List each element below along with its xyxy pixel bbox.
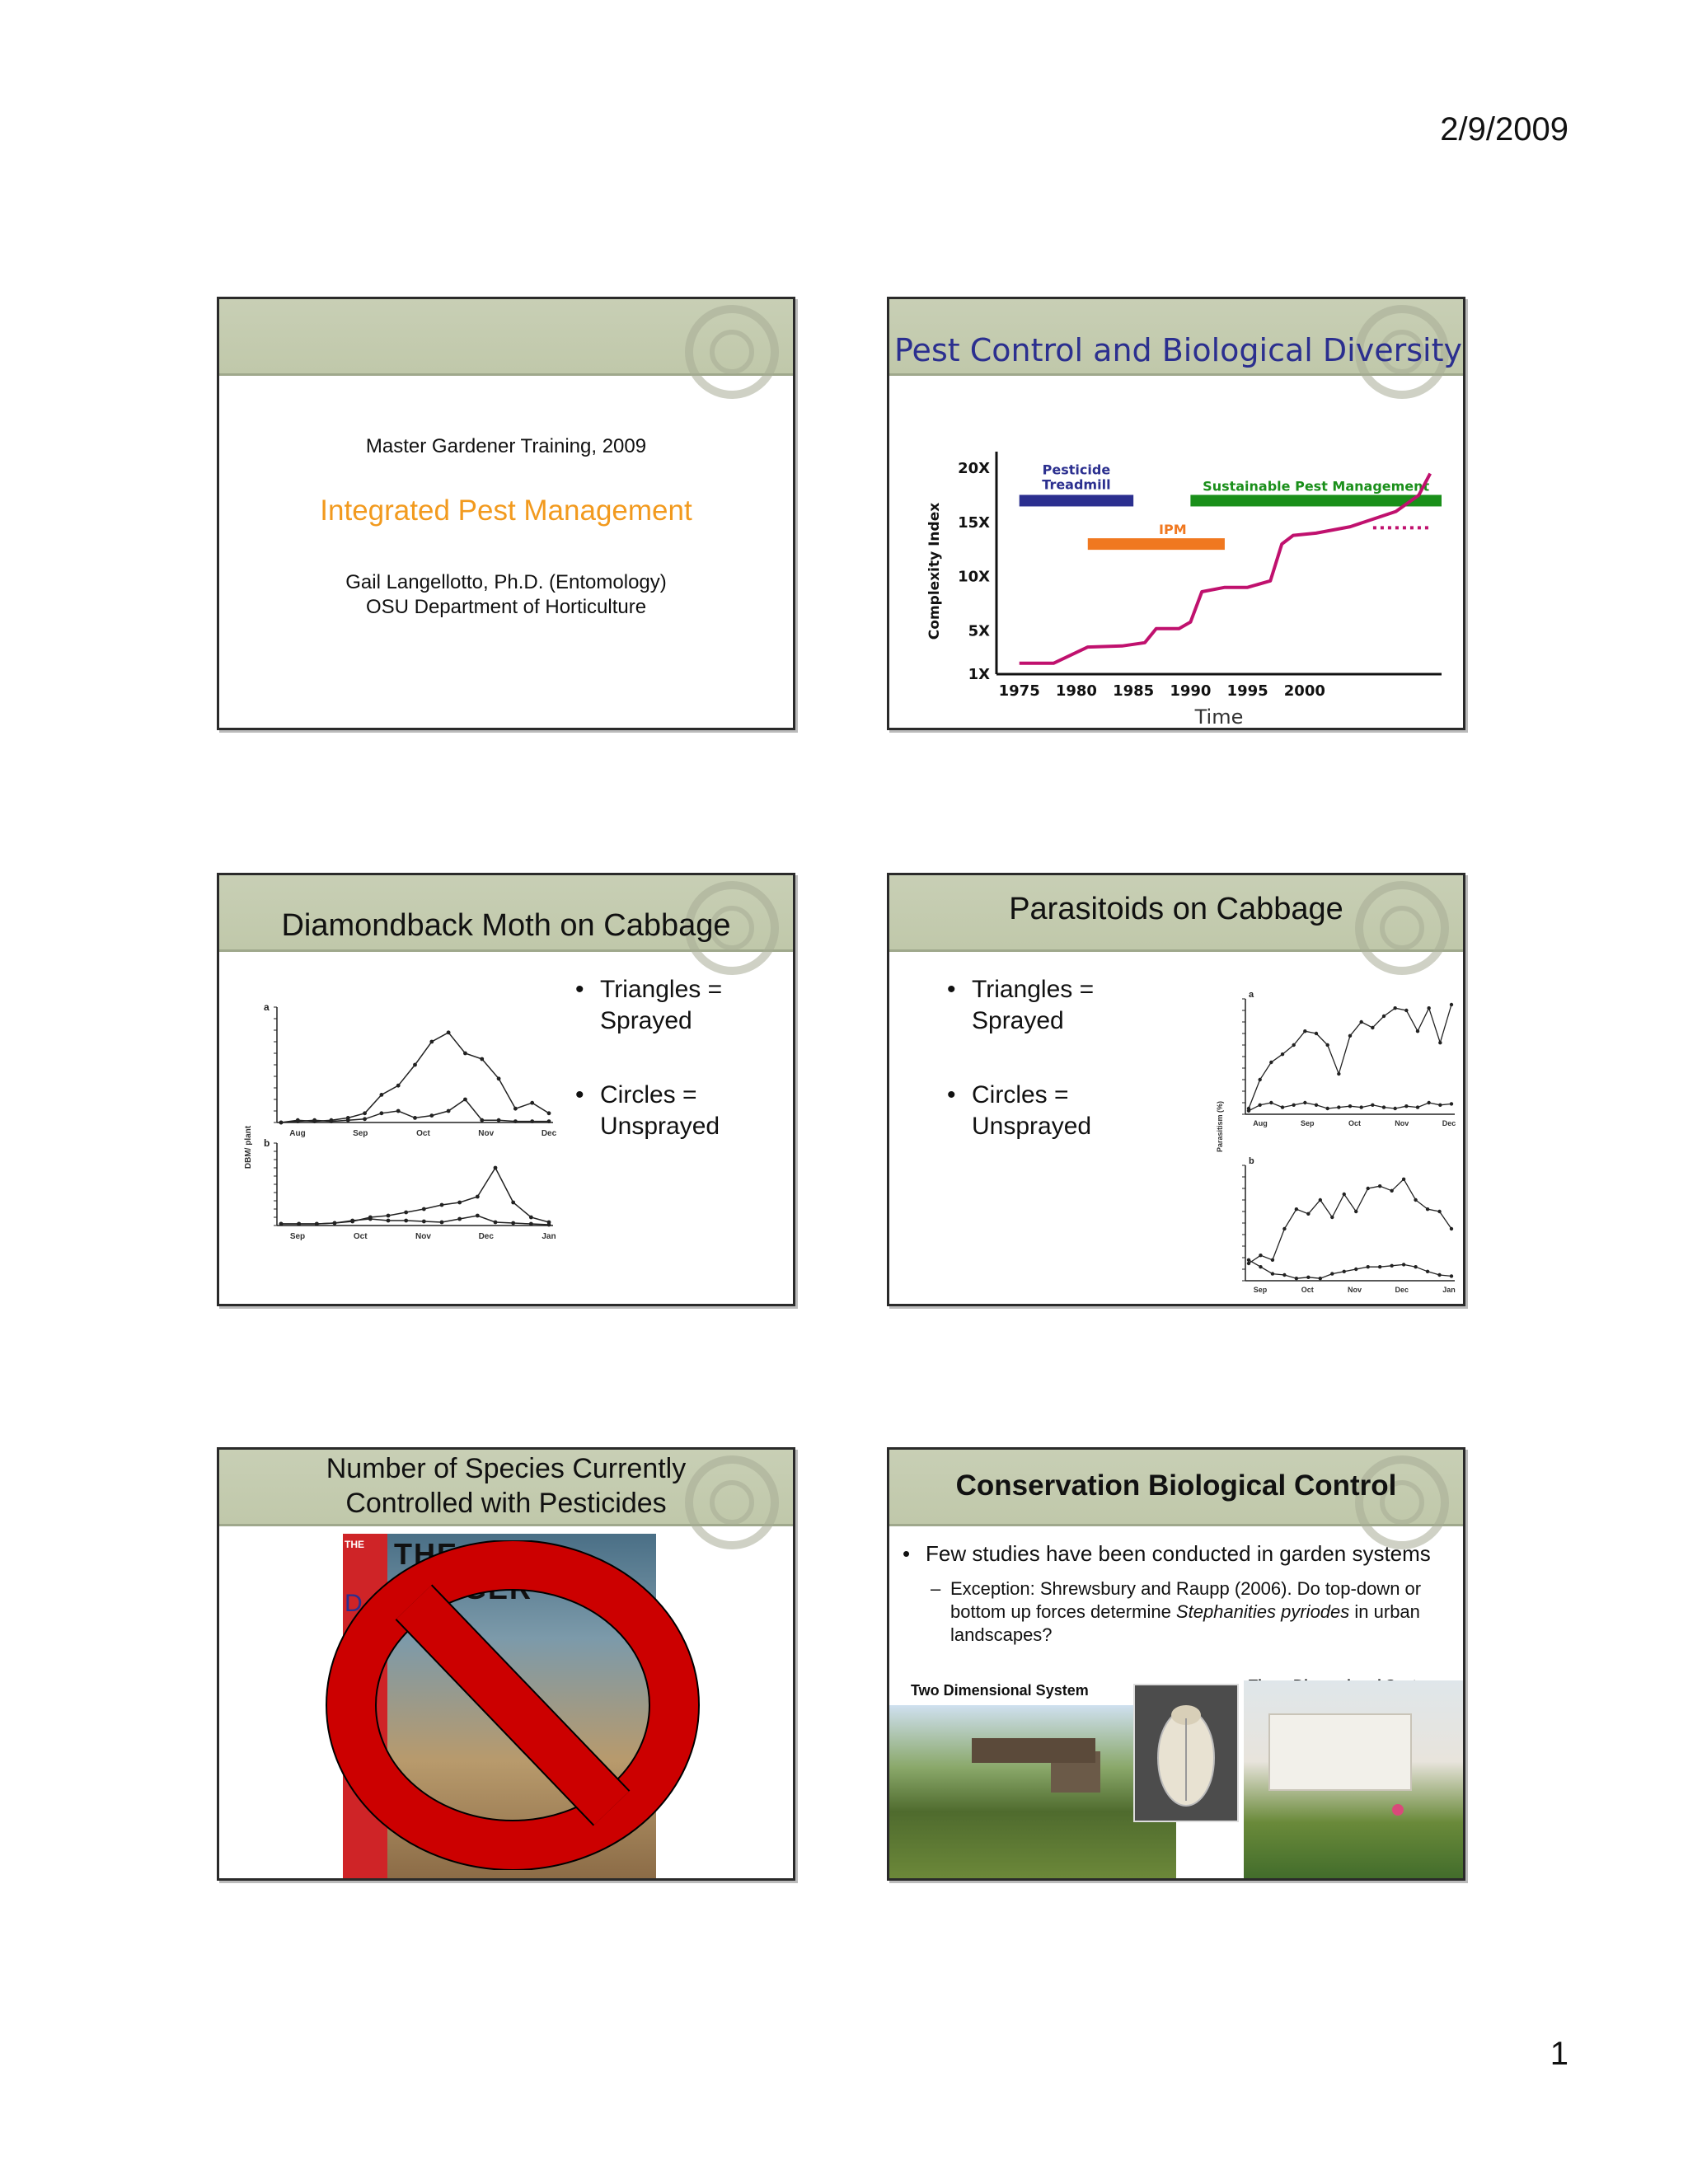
month-label: Nov bbox=[1347, 1286, 1362, 1294]
panel-label: b bbox=[1249, 1156, 1254, 1166]
page-number: 1 bbox=[1550, 2036, 1568, 2072]
x-tick-label: 1975 bbox=[998, 682, 1040, 700]
sprayed-line bbox=[1249, 1260, 1451, 1278]
lace-bug-photo bbox=[1133, 1684, 1239, 1822]
data-point bbox=[513, 1119, 518, 1123]
data-point bbox=[1359, 1105, 1362, 1108]
data-point bbox=[1337, 1072, 1340, 1076]
photo-label-left: Two Dimensional System bbox=[911, 1682, 1089, 1699]
data-point bbox=[1438, 1104, 1442, 1107]
month-label: Aug bbox=[1253, 1119, 1268, 1127]
data-point bbox=[494, 1221, 498, 1225]
data-point bbox=[1325, 1107, 1329, 1110]
data-point bbox=[1315, 1032, 1318, 1035]
data-point bbox=[429, 1113, 434, 1118]
bullet-item: • Triangles = Sprayed bbox=[947, 976, 1095, 1034]
data-point bbox=[1330, 1272, 1334, 1275]
data-point bbox=[1390, 1264, 1393, 1268]
data-point bbox=[530, 1101, 534, 1105]
slide-1-title bbox=[217, 297, 795, 730]
legend-bullets bbox=[947, 974, 1120, 1185]
data-point bbox=[463, 1052, 467, 1056]
data-point bbox=[530, 1119, 534, 1123]
panel-label: b bbox=[264, 1137, 270, 1149]
y-axis-label: Parasitism (%) bbox=[1216, 1100, 1224, 1153]
x-tick-label: 2000 bbox=[1283, 682, 1325, 700]
unsprayed-line bbox=[1249, 1179, 1451, 1263]
data-point bbox=[422, 1207, 426, 1212]
month-label: Dec bbox=[1442, 1119, 1456, 1127]
data-point bbox=[1303, 1101, 1306, 1104]
data-point bbox=[1306, 1212, 1310, 1216]
month-label: Dec bbox=[478, 1232, 494, 1241]
data-point bbox=[1404, 1104, 1408, 1108]
data-point bbox=[1393, 1107, 1396, 1110]
author-affiliation: OSU Department of Horticulture bbox=[365, 596, 647, 618]
data-point bbox=[1282, 1273, 1286, 1277]
month-label: Dec bbox=[1395, 1286, 1409, 1294]
slide-title: Parasitoids on Cabbage bbox=[1009, 892, 1343, 926]
author-name: Gail Langellotto, Ph.D. (Entomology) bbox=[345, 571, 667, 593]
data-point bbox=[440, 1221, 444, 1225]
data-point bbox=[457, 1217, 462, 1221]
month-label: Sep bbox=[353, 1129, 368, 1138]
month-label: Oct bbox=[416, 1129, 430, 1138]
slide-5-species bbox=[217, 1447, 795, 1881]
parasitism-chart bbox=[1216, 991, 1463, 1304]
data-point bbox=[1437, 1210, 1441, 1213]
lace-bug-icon bbox=[1135, 1685, 1237, 1821]
x-axis-label: Time bbox=[1194, 705, 1244, 728]
data-point bbox=[413, 1116, 417, 1120]
data-point bbox=[1367, 1187, 1370, 1190]
data-point bbox=[315, 1222, 319, 1226]
data-point bbox=[1416, 1105, 1419, 1108]
data-point bbox=[387, 1214, 391, 1218]
data-point bbox=[1348, 1034, 1352, 1038]
bullet-item: • Circles = Unsprayed bbox=[947, 1081, 1092, 1140]
data-point bbox=[1393, 1006, 1396, 1010]
data-point bbox=[350, 1219, 354, 1223]
data-point bbox=[511, 1221, 515, 1226]
data-point bbox=[494, 1166, 498, 1170]
book-spine-text: THE bbox=[345, 1539, 364, 1550]
bullet-item: • Circles = Unsprayed bbox=[575, 1081, 720, 1140]
data-point bbox=[1354, 1268, 1357, 1271]
data-point bbox=[1295, 1277, 1298, 1280]
data-point bbox=[1450, 1274, 1453, 1277]
data-point bbox=[1371, 1026, 1374, 1029]
data-point bbox=[1382, 1015, 1386, 1018]
data-point bbox=[529, 1222, 533, 1226]
prohibition-icon bbox=[323, 1540, 702, 1870]
flower-shape bbox=[1392, 1804, 1404, 1816]
data-point bbox=[1325, 1043, 1329, 1047]
y-tick-label: 15X bbox=[958, 513, 990, 532]
data-point bbox=[346, 1118, 350, 1122]
data-point bbox=[476, 1195, 480, 1199]
data-point bbox=[1343, 1193, 1346, 1196]
bullet-list bbox=[903, 1540, 1447, 1647]
data-point bbox=[1269, 1061, 1273, 1064]
month-label: Sep bbox=[1300, 1119, 1315, 1127]
data-point bbox=[296, 1119, 300, 1123]
month-label: Nov bbox=[1395, 1119, 1409, 1127]
slide-title: Diamondback Moth on Cabbage bbox=[281, 908, 731, 943]
data-point bbox=[1306, 1276, 1310, 1279]
data-point bbox=[1367, 1265, 1370, 1268]
data-point bbox=[1259, 1265, 1262, 1268]
timeline-bar bbox=[1020, 494, 1133, 506]
data-point bbox=[1258, 1078, 1261, 1081]
data-point bbox=[297, 1222, 301, 1226]
osu-seal-icon bbox=[1353, 1453, 1451, 1552]
x-tick-label: 1990 bbox=[1170, 682, 1212, 700]
bar-label: Sustainable Pest Management bbox=[1203, 478, 1430, 494]
event-name: Master Gardener Training, 2009 bbox=[365, 435, 647, 457]
bullet-item: • Few studies have been conducted in garden systems bbox=[903, 1541, 1431, 1566]
y-tick-label: 20X bbox=[958, 460, 990, 477]
month-label: Dec bbox=[541, 1129, 557, 1138]
bar-label: IPM bbox=[1159, 522, 1187, 538]
house-porch-shape bbox=[1268, 1713, 1412, 1791]
data-point bbox=[497, 1076, 501, 1080]
month-label: Jan bbox=[542, 1232, 556, 1241]
data-point bbox=[1348, 1104, 1352, 1108]
month-label: Aug bbox=[289, 1129, 306, 1138]
data-point bbox=[312, 1118, 316, 1122]
data-point bbox=[1330, 1216, 1334, 1219]
data-point bbox=[1359, 1020, 1362, 1024]
data-point bbox=[1416, 1029, 1419, 1033]
bar-label: Pesticide bbox=[1042, 462, 1111, 478]
data-point bbox=[480, 1118, 484, 1122]
data-point bbox=[1378, 1184, 1381, 1188]
data-point bbox=[547, 1111, 551, 1115]
data-point bbox=[1269, 1101, 1273, 1104]
data-point bbox=[1427, 1006, 1430, 1010]
data-point bbox=[1378, 1265, 1381, 1268]
legend-bullets bbox=[575, 974, 748, 1185]
bullet-item: • Triangles = Sprayed bbox=[575, 976, 723, 1034]
data-point bbox=[330, 1119, 334, 1123]
data-point bbox=[363, 1111, 367, 1115]
data-point bbox=[511, 1201, 515, 1205]
data-point bbox=[447, 1030, 451, 1034]
data-point bbox=[1271, 1272, 1274, 1275]
data-point bbox=[1450, 1102, 1453, 1105]
data-point bbox=[1292, 1104, 1295, 1107]
month-label: Nov bbox=[478, 1129, 495, 1138]
data-point bbox=[413, 1063, 417, 1067]
timeline-bar bbox=[1088, 538, 1225, 550]
y-axis-label: DBM/ plant bbox=[244, 1125, 253, 1169]
data-point bbox=[1354, 1210, 1357, 1213]
data-point bbox=[1319, 1198, 1322, 1202]
data-point bbox=[1247, 1109, 1250, 1113]
data-point bbox=[1414, 1198, 1417, 1202]
data-point bbox=[1343, 1270, 1346, 1273]
panel-label: a bbox=[1249, 991, 1254, 1000]
data-point bbox=[379, 1111, 383, 1115]
dbm-chart bbox=[244, 999, 565, 1263]
book-bottom-text: STRIKER bbox=[462, 1840, 570, 1868]
slide-title: Pest Control and Biological Diversity bbox=[894, 332, 1462, 368]
y-tick-label: 10X bbox=[958, 568, 990, 586]
slide-title: Number of Species Currently Controlled with Pesticides bbox=[326, 1453, 687, 1519]
data-point bbox=[440, 1203, 444, 1207]
book-title: THE LONE RANGER bbox=[394, 1537, 558, 1605]
panel-label: a bbox=[264, 1001, 270, 1013]
data-point bbox=[463, 1098, 467, 1102]
hidden-text-fragment: D bbox=[345, 1590, 363, 1617]
data-point bbox=[476, 1214, 480, 1218]
data-point bbox=[1282, 1227, 1286, 1230]
data-point bbox=[404, 1211, 408, 1215]
x-tick-label: 1985 bbox=[1113, 682, 1155, 700]
data-point bbox=[1281, 1052, 1284, 1056]
data-point bbox=[1450, 1227, 1453, 1230]
month-label: Jan bbox=[1442, 1286, 1456, 1294]
data-point bbox=[1319, 1277, 1322, 1280]
data-point bbox=[279, 1121, 284, 1125]
month-label: Oct bbox=[1348, 1119, 1362, 1127]
fence-shape bbox=[972, 1738, 1095, 1763]
data-point bbox=[1247, 1258, 1250, 1262]
month-label: Sep bbox=[1253, 1286, 1268, 1294]
data-point bbox=[429, 1040, 434, 1044]
data-point bbox=[529, 1216, 533, 1220]
data-point bbox=[1404, 1009, 1408, 1012]
data-point bbox=[457, 1201, 462, 1205]
data-point bbox=[1426, 1270, 1429, 1273]
data-point bbox=[1271, 1258, 1274, 1262]
data-point bbox=[513, 1107, 518, 1111]
data-point bbox=[404, 1219, 408, 1223]
sprayed-line bbox=[281, 1033, 549, 1122]
month-label: Oct bbox=[1301, 1286, 1314, 1294]
data-point bbox=[1315, 1104, 1318, 1107]
data-point bbox=[1402, 1178, 1405, 1181]
page-date: 2/9/2009 bbox=[1440, 111, 1568, 148]
data-point bbox=[1247, 1262, 1250, 1265]
x-tick-label: 1995 bbox=[1226, 682, 1268, 700]
data-point bbox=[1390, 1189, 1393, 1193]
data-point bbox=[363, 1117, 367, 1121]
data-point bbox=[333, 1221, 337, 1226]
data-point bbox=[1427, 1101, 1430, 1104]
bar-label: Treadmill bbox=[1042, 476, 1111, 493]
unsprayed-line bbox=[1249, 1005, 1451, 1108]
slide-3-dbm bbox=[217, 873, 795, 1306]
data-point bbox=[1258, 1104, 1261, 1107]
x-tick-label: 1980 bbox=[1055, 682, 1097, 700]
data-point bbox=[480, 1057, 484, 1062]
data-point bbox=[396, 1084, 401, 1088]
slide-2-chart bbox=[887, 297, 1465, 730]
sprayed-line bbox=[281, 1168, 549, 1224]
osu-seal-icon bbox=[682, 302, 781, 401]
month-label: Oct bbox=[353, 1232, 368, 1241]
data-point bbox=[547, 1119, 551, 1123]
data-point bbox=[1438, 1041, 1442, 1044]
y-axis-label: Complexity Index bbox=[926, 502, 943, 640]
data-point bbox=[1414, 1265, 1417, 1268]
data-point bbox=[1337, 1105, 1340, 1108]
data-point bbox=[387, 1219, 391, 1223]
data-point bbox=[422, 1220, 426, 1224]
data-point bbox=[1281, 1105, 1284, 1108]
data-point bbox=[279, 1222, 284, 1226]
data-point bbox=[497, 1118, 501, 1122]
unsprayed-line bbox=[281, 1216, 549, 1225]
data-point bbox=[1450, 1003, 1453, 1006]
data-point bbox=[1371, 1104, 1374, 1107]
slide-6-conservation bbox=[887, 1447, 1465, 1881]
data-point bbox=[1437, 1273, 1441, 1277]
data-point bbox=[379, 1093, 383, 1097]
complexity-chart bbox=[889, 382, 1465, 728]
y-tick-label: 5X bbox=[968, 622, 990, 640]
data-point bbox=[447, 1109, 451, 1113]
slide-4-parasitoids bbox=[887, 873, 1465, 1306]
data-point bbox=[1426, 1207, 1429, 1211]
three-dimensional-garden-photo bbox=[1244, 1680, 1465, 1881]
data-point bbox=[1292, 1043, 1295, 1047]
presentation-title: Integrated Pest Management bbox=[320, 494, 692, 527]
data-point bbox=[396, 1109, 401, 1113]
data-point bbox=[1402, 1263, 1405, 1266]
month-label: Nov bbox=[415, 1232, 431, 1241]
data-point bbox=[1303, 1029, 1306, 1033]
slide-title: Conservation Biological Control bbox=[955, 1469, 1397, 1502]
data-point bbox=[368, 1217, 373, 1221]
data-point bbox=[1382, 1105, 1386, 1108]
data-point bbox=[1295, 1207, 1298, 1211]
y-tick-label: 1X bbox=[968, 666, 990, 683]
month-label: Sep bbox=[289, 1232, 306, 1241]
data-point bbox=[1259, 1254, 1262, 1257]
sub-bullet-item: – Exception: Shrewsbury and Raupp (2006). Do top-down or bottom up forces determine Stephanities pyriodes in urban landscapes? bbox=[931, 1578, 1422, 1645]
data-point bbox=[547, 1223, 551, 1227]
